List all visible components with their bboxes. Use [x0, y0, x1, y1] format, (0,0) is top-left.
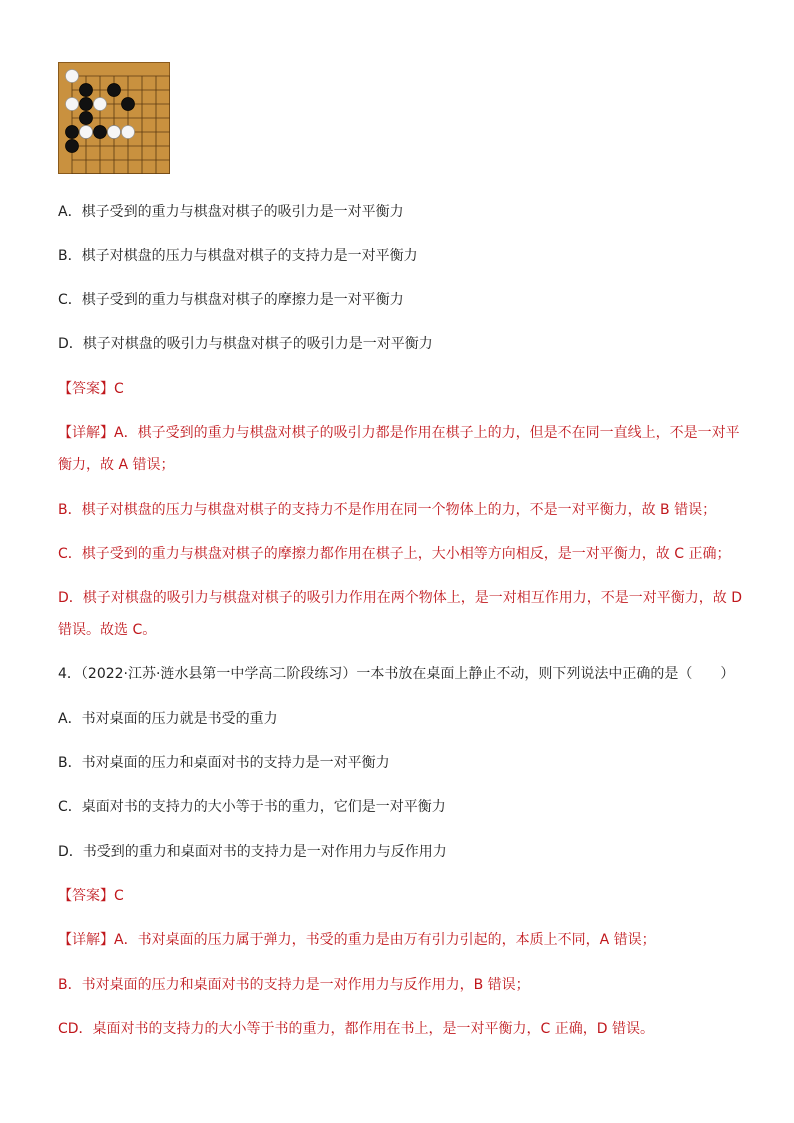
q4-option-c: C．桌面对书的支持力的大小等于书的重力，它们是一对平衡力 [58, 799, 446, 815]
black-stone [122, 98, 135, 111]
q3-answer [58, 379, 124, 399]
black-stone [94, 126, 107, 139]
q4-detail-text-1: A．书对桌面的压力属于弹力，书受的重力是由万有引力引起的，本质上不同，A 错误； [114, 932, 656, 948]
q3-detail-line-2: 衡力，故 A 错误； [58, 457, 175, 473]
q4-option-d: D．书受到的重力和桌面对书的支持力是一对作用力与反作用力 [58, 844, 447, 860]
white-stone [108, 126, 121, 139]
black-stone [66, 140, 79, 153]
q4-detail-line-2: B．书对桌面的压力和桌面对书的支持力是一对作用力与反作用力，B 错误； [58, 977, 530, 993]
q3-option-c: C．棋子受到的重力与棋盘对棋子的摩擦力是一对平衡力 [58, 292, 404, 308]
q4-option-a: A．书对桌面的压力就是书受的重力 [58, 711, 278, 727]
black-stone [66, 126, 79, 139]
black-stone [80, 112, 93, 125]
q3-detail-line-5: D．棋子对棋盘的吸引力与棋盘对棋子的吸引力作用在两个物体上，是一对相互作用力，不是一对平衡力，故 D [58, 590, 743, 606]
q3-detail-line-1 [58, 423, 740, 443]
white-stone [80, 126, 93, 139]
q3-answer-tag: 【答案】 [58, 381, 114, 397]
q3-option-d: D．棋子对棋盘的吸引力与棋盘对棋子的吸引力是一对平衡力 [58, 336, 433, 352]
q3-detail-line-4: C．棋子受到的重力与棋盘对棋子的摩擦力都作用在棋子上，大小相等方向相反，是一对平衡力，故 C 正确； [58, 546, 731, 562]
q3-detail-tag: 【详解】 [58, 425, 114, 441]
q4-stem: 4．（2022·江苏·涟水县第一中学高二阶段练习）一本书放在桌面上静止不动，则下列说法中正确的是（ ） [58, 666, 735, 682]
q4-option-b: B．书对桌面的压力和桌面对书的支持力是一对平衡力 [58, 755, 390, 771]
q4-detail-tag: 【详解】 [58, 932, 114, 948]
q4-answer-value: C [114, 888, 124, 904]
q3-option-b: B．棋子对棋盘的压力与棋盘对棋子的支持力是一对平衡力 [58, 248, 418, 264]
white-stone [66, 98, 79, 111]
black-stone [80, 98, 93, 111]
q4-answer-tag: 【答案】 [58, 888, 114, 904]
q3-detail-line-3: B．棋子对棋盘的压力与棋盘对棋子的支持力不是作用在同一个物体上的力，不是一对平衡力，故 B 错误； [58, 502, 717, 518]
q3-answer-value: C [114, 381, 124, 397]
q3-detail-line-6: 错误。故选 C。 [58, 622, 157, 638]
white-stone [94, 98, 107, 111]
black-stone [108, 84, 121, 97]
go-board-figure [58, 62, 170, 174]
white-stone [122, 126, 135, 139]
q3-option-a: A．棋子受到的重力与棋盘对棋子的吸引力是一对平衡力 [58, 204, 404, 220]
black-stone [80, 84, 93, 97]
q4-answer [58, 886, 124, 906]
q4-detail-line-1 [58, 930, 656, 950]
q4-detail-line-3: CD．桌面对书的支持力的大小等于书的重力，都作用在书上，是一对平衡力，C 正确，D 错误。 [58, 1021, 655, 1037]
q3-detail-text-1: A．棋子受到的重力与棋盘对棋子的吸引力都是作用在棋子上的力，但是不在同一直线上，不是一对平 [114, 425, 740, 441]
white-stone [66, 70, 79, 83]
